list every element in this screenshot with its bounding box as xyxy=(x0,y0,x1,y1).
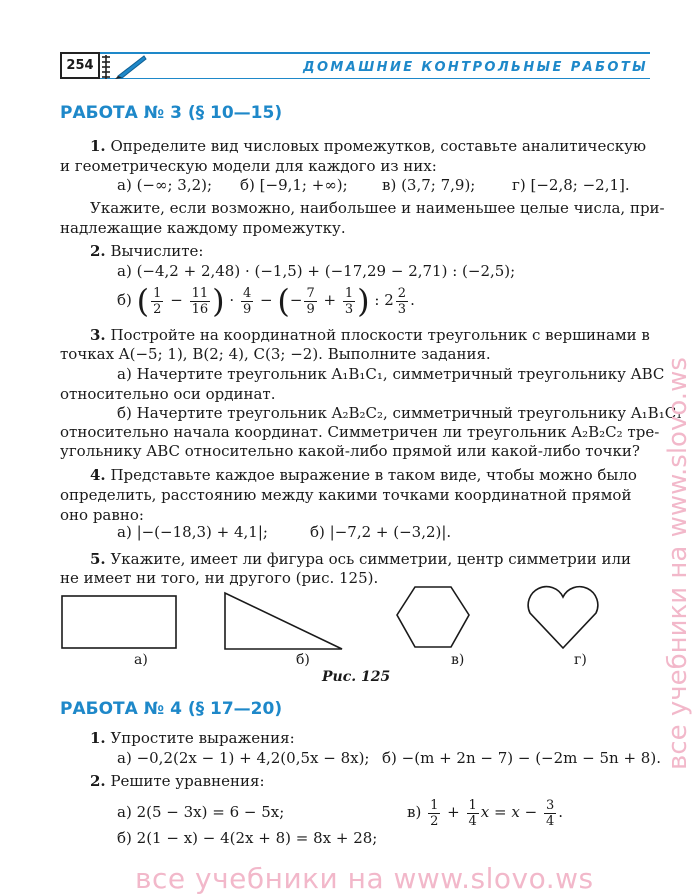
fraction: $\frac{11}{16}$ xyxy=(191,285,209,317)
w3-task4-line3: оно равно: xyxy=(60,506,144,524)
figure-label-g: г) xyxy=(574,652,587,668)
w3-task4-line1: 4. Представьте каждое выражение в таком виде, чтобы можно было xyxy=(90,466,637,484)
rectangle-shape xyxy=(62,596,176,648)
w3-task1-line1: 1. Определите вид числовых промежутков, составьте аналитическую xyxy=(90,137,647,155)
w3-task1-line2: и геометрическую модели для каждого из них: xyxy=(60,157,437,175)
fraction: $\frac{4}{9}$ xyxy=(242,285,252,317)
fraction: $\frac{1}{2}$ xyxy=(430,797,439,829)
w3-task1-g: г) [−2,8; −2,1]. xyxy=(512,176,630,194)
task-number: 1. xyxy=(90,137,106,155)
header-title: ДОМАШНИЕ КОНТРОЛЬНЫЕ РАБОТЫ xyxy=(302,60,648,75)
w3-task2-title: 2. Вычислите: xyxy=(90,242,204,260)
w3-task3-a2: относительно оси ординат. xyxy=(60,385,276,403)
heart-shape xyxy=(528,587,598,648)
fraction: $\frac{1}{4}$ xyxy=(468,797,477,829)
fraction: $\frac{3}{4}$ xyxy=(545,797,555,829)
w3-task1-b: б) [−9,1; +∞); xyxy=(240,176,348,194)
w3-task2-a: а) (−4,2 + 2,48) · (−1,5) + (−17,29 − 2,71) : (−2,5); xyxy=(117,262,516,280)
w3-task3-b2: относительно начала координат. Симметричен ли треугольник A₂B₂C₂ тре- xyxy=(60,423,660,441)
right-triangle-shape xyxy=(225,593,342,649)
w4-task1-a: а) −0,2(2x − 1) + 4,2(0,5x − 8x); xyxy=(117,749,370,767)
spiral-binding-icon xyxy=(100,53,112,79)
w3-task5-line1: 5. Укажите, имеет ли фигура ось симметрии, центр симметрии или xyxy=(90,550,632,568)
header-rule-bottom xyxy=(60,78,650,79)
figure-caption: Рис. 125 xyxy=(322,669,391,685)
header-rule-top xyxy=(60,52,650,54)
figure-125-shapes xyxy=(0,585,700,655)
w3-task4-line2: определить, расстоянию между какими точками координатной прямой xyxy=(60,486,632,504)
fraction: $\frac{1}{2}$ xyxy=(153,285,162,317)
watermark-side: все учебники на www.slovo.ws xyxy=(663,357,693,770)
fraction: $\frac{1}{3}$ xyxy=(344,285,354,317)
w3-task1-note2: надлежащие каждому промежутку. xyxy=(60,219,346,237)
w3-task3-a1: а) Начертите треугольник A₁B₁C₁, симметричный треугольнику ABC xyxy=(117,365,665,383)
w3-task5-line2: не имеет ни того, ни другого (рис. 125). xyxy=(60,569,379,587)
hexagon-shape xyxy=(397,587,469,647)
figure-label-v: в) xyxy=(451,652,465,668)
figure-label-b: б) xyxy=(296,652,310,668)
pencil-icon xyxy=(112,52,148,80)
work3-heading: РАБОТА № 3 (§ 10—15) xyxy=(60,103,283,123)
fraction: $\frac{2}{3}$ xyxy=(397,285,407,317)
work4-heading: РАБОТА № 4 (§ 17—20) xyxy=(60,699,283,719)
figure-label-a: а) xyxy=(134,652,148,668)
w3-task1-note1: Укажите, если возможно, наибольшее и наименьшее целые числа, при- xyxy=(90,199,665,217)
watermark-bottom: все учебники на www.slovo.ws xyxy=(135,862,594,895)
w3-task3-b1: б) Начертите треугольник A₂B₂C₂, симметричный треугольнику A₁B₁C₁ xyxy=(117,404,683,422)
w4-task2-title: 2. Решите уравнения: xyxy=(90,772,265,790)
w4-task2-b: б) 2(1 − x) − 4(2x + 8) = 8x + 28; xyxy=(117,829,378,847)
w3-task1-v: в) (3,7; 7,9); xyxy=(382,176,476,194)
w3-task3-b3: угольнику ABC относительно какой-либо прямой или какой-либо точки? xyxy=(60,442,640,460)
w3-task4-a: а) |−(−18,3) + 4,1|; xyxy=(117,523,268,541)
w4-task2-v: в) $\frac{1}{2}$ + $\frac{1}{4}$ x = x − $\frac{3}{4}$ . xyxy=(407,797,563,829)
w3-task4-b: б) |−7,2 + (−3,2)|. xyxy=(310,523,452,541)
w4-task1-b: б) −(m + 2n − 7) − (−2m − 5n + 8). xyxy=(382,749,661,767)
w3-task2-b: б) ( $\frac{1}{2}$ − $\frac{11}{16}$ ) · $\frac{4}{9}$ − (− $\frac{7}{9}$ + $\frac{1}{3}$ ) : 2 $\frac{2}{3}$ . xyxy=(117,282,415,320)
fraction: $\frac{7}{9}$ xyxy=(306,285,315,317)
w4-task1-title: 1. Упростите выражения: xyxy=(90,729,295,747)
w3-task3-line2: точках A(−5; 1), B(2; 4), C(3; −2). Выполните задания. xyxy=(60,345,491,363)
w4-task2-a: а) 2(5 − 3x) = 6 − 5x; xyxy=(117,803,285,821)
w3-task3-line1: 3. Постройте на координатной плоскости треугольник с вершинами в xyxy=(90,326,650,344)
w3-task1-a: а) (−∞; 3,2); xyxy=(117,176,213,194)
page-number: 254 xyxy=(60,52,100,79)
